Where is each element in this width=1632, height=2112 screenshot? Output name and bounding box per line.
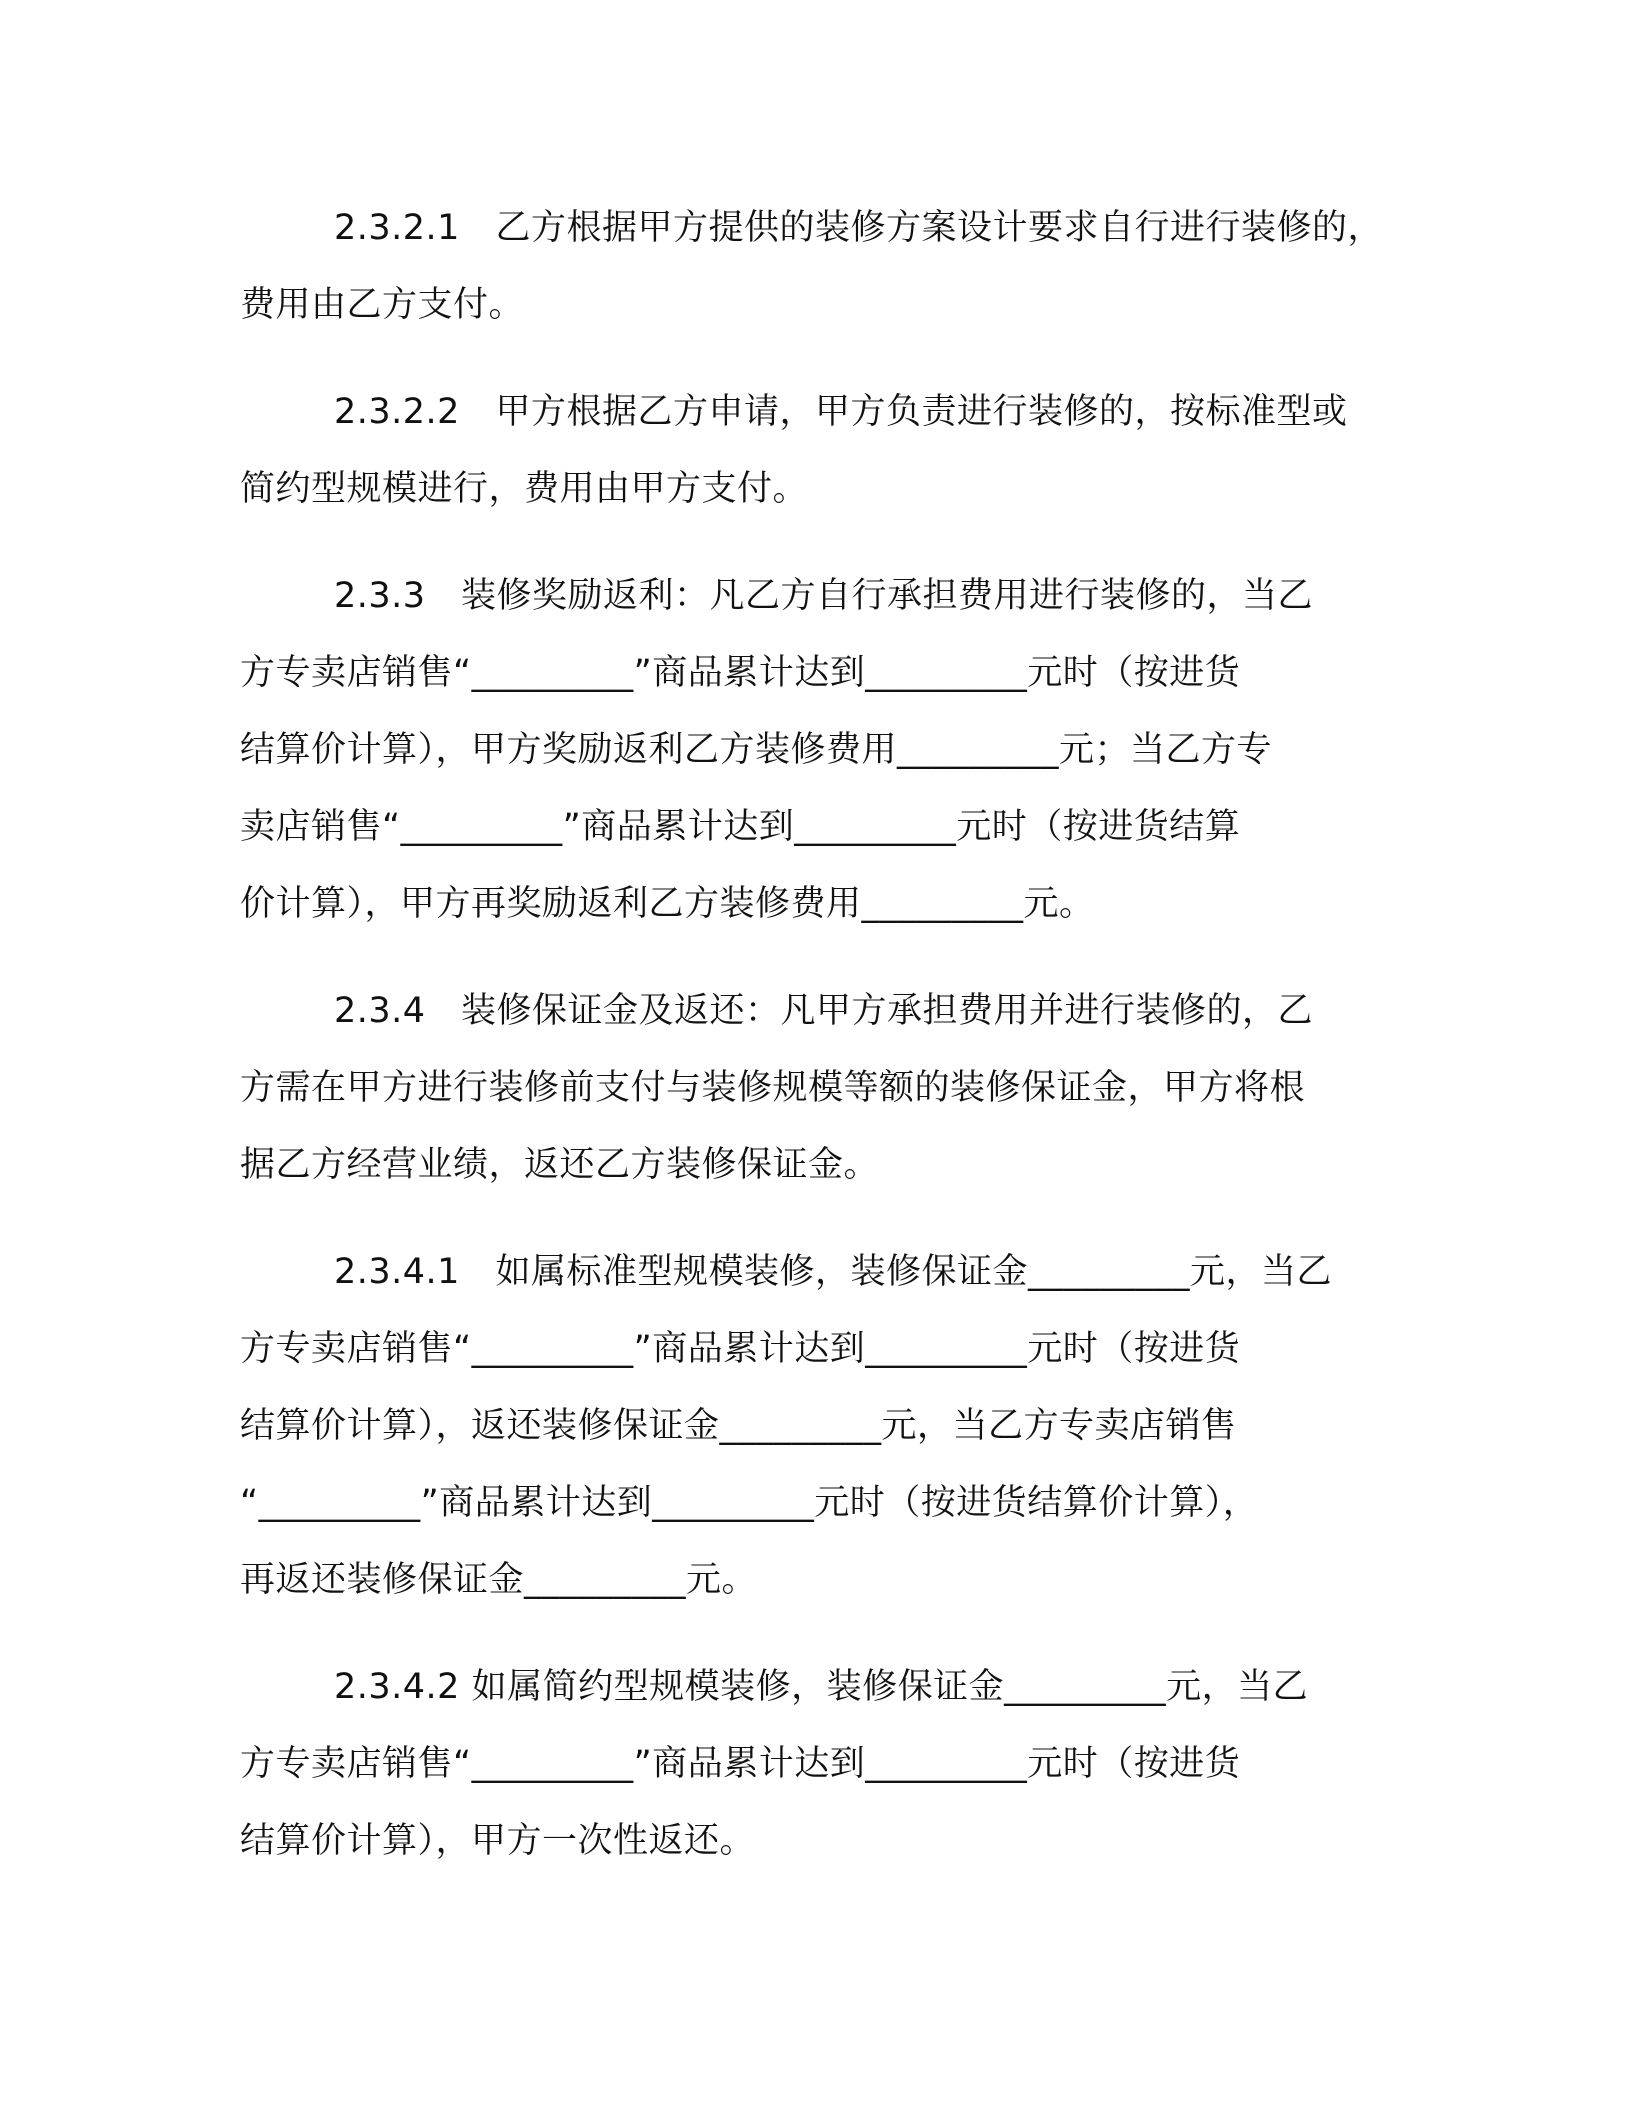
paragraph-line: 结算价计算），返还装修保证金_________元，当乙方专卖店销售	[240, 1406, 1237, 1446]
paragraph-line: 2.3.4.2 如属简约型规模装修，装修保证金_________元，当乙	[334, 1667, 1309, 1707]
paragraph-line: 费用由乙方支付。	[240, 285, 525, 325]
paragraph-line: 结算价计算），甲方一次性返还。	[240, 1821, 756, 1861]
paragraph-line: 结算价计算），甲方奖励返利乙方装修费用_________元；当乙方专	[240, 730, 1273, 770]
paragraph-line: 卖店销售“_________”商品累计达到_________元时（按进货结算	[240, 807, 1241, 847]
paragraph-line: 再返还装修保证金_________元。	[240, 1560, 758, 1600]
clause-2-3-4-1	[240, 1234, 1430, 1619]
clause-2-3-4	[240, 973, 1430, 1204]
clause-2-3-2-1	[240, 190, 1430, 344]
paragraph-line: 方专卖店销售“_________”商品累计达到_________元时（按进货	[240, 653, 1241, 693]
paragraph-line: “_________”商品累计达到_________元时（按进货结算价计算），	[240, 1483, 1259, 1523]
paragraph-line: 简约型规模进行，费用由甲方支付。	[240, 469, 809, 509]
paragraph-line: 方专卖店销售“_________”商品累计达到_________元时（按进货	[240, 1329, 1241, 1369]
paragraph-line: 2.3.3 装修奖励返利：凡乙方自行承担费用进行装修的，当乙	[334, 576, 1314, 616]
clause-2-3-3	[240, 558, 1430, 943]
clause-2-3-2-2	[240, 374, 1430, 528]
paragraph-line: 2.3.4 装修保证金及返还：凡甲方承担费用并进行装修的，乙	[334, 991, 1314, 1031]
paragraph-line: 价计算），甲方再奖励返利乙方装修费用_________元。	[240, 884, 1095, 924]
paragraph-line: 方需在甲方进行装修前支付与装修规模等额的装修保证金，甲方将根	[240, 1068, 1306, 1108]
document-body	[240, 190, 1430, 1910]
paragraph-line: 据乙方经营业绩，返还乙方装修保证金。	[240, 1145, 880, 1185]
paragraph-line: 2.3.2.2 甲方根据乙方申请，甲方负责进行装修的，按标准型或	[334, 392, 1348, 432]
paragraph-line: 2.3.4.1 如属标准型规模装修，装修保证金_________元，当乙	[334, 1252, 1332, 1292]
paragraph-line: 方专卖店销售“_________”商品累计达到_________元时（按进货	[240, 1744, 1241, 1784]
paragraph-line: 2.3.2.1 乙方根据甲方提供的装修方案设计要求自行进行装修的，	[334, 208, 1383, 248]
clause-2-3-4-2	[240, 1649, 1430, 1880]
